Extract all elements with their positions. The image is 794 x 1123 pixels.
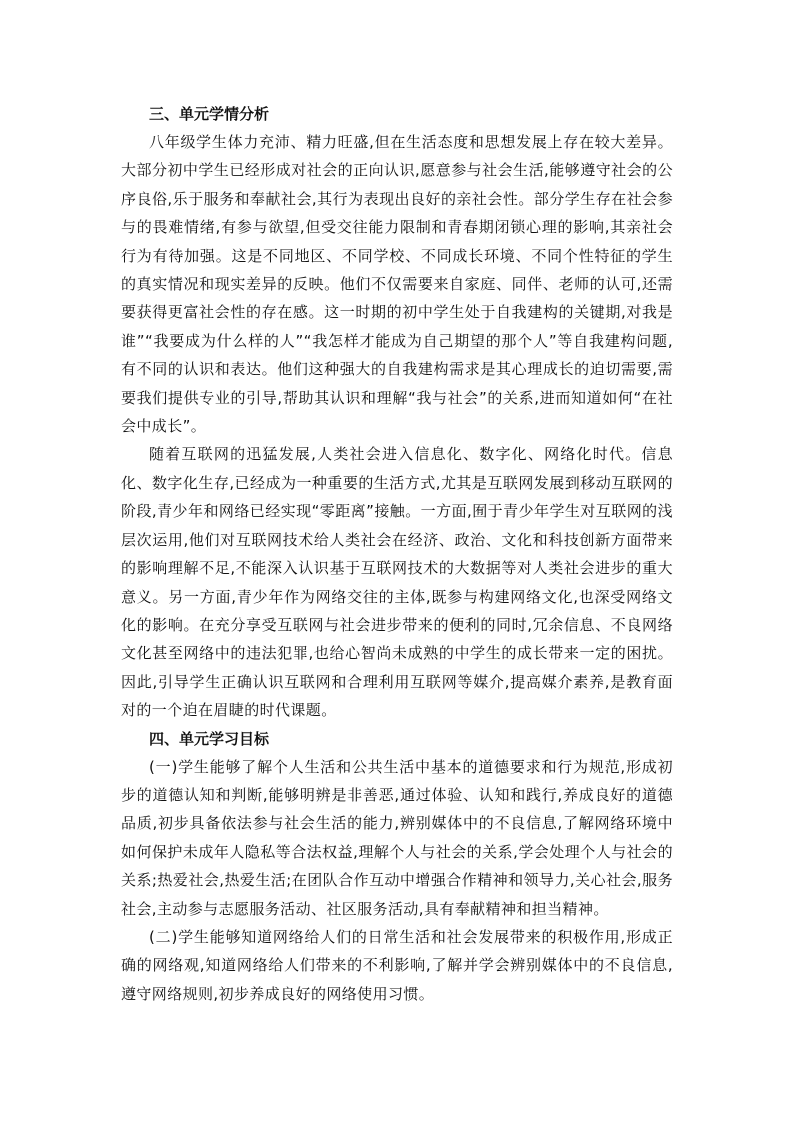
section-heading-learning-objectives: 四、单元学习目标: [149, 729, 270, 748]
paragraph-objective-2: (二)学生能够知道网络给人们的日常生活和社会发展带来的积极作用,形成正确的网络观,知道网络给人们带来的不利影响,了解并学会辨别媒体中的不良信息,遵守网络规则,初步养成良好的网络使用习惯。: [121, 927, 673, 1003]
paragraph-objective-1: (一)学生能够了解个人生活和公共生活中基本的道德要求和行为规范,形成初步的道德认知和判断,能够明辨是非善恶,通过体验、认知和践行,养成良好的道德品质,初步具备依法参与社会生活的能力,辨别媒体中的不良信息,了解网络环境中如何保护未成年人隐私等合法权益,理解个人与社会的关系,学会处理个人与社会的关系;热爱社会,热爱生活;在团队合作互动中增强合作精神和领导力,关心社会,服务社会,主动参与志愿服务活动、社区服务活动,具有奉献精神和担当精神。: [121, 757, 673, 918]
section-heading-learner-analysis: 三、单元学情分析: [149, 105, 270, 123]
document-body: [121, 100, 673, 1008]
paragraph-learner-analysis-2: 随着互联网的迅猛发展,人类社会进入信息化、数字化、网络化时代。信息化、数字化生存,已经成为一种重要的生活方式,尤其是互联网发展到移动互联网的阶段,青少年和网络已经实现“零距离”接触。一方面,囿于青少年学生对互联网的浅层次运用,他们对互联网技术给人类社会在经济、政治、文化和科技创新方面带来的影响理解不足,不能深入认识基于互联网技术的大数据等对人类社会进步的重大意义。另一方面,青少年作为网络交往的主体,既参与构建网络文化,也深受网络文化的影响。在充分享受互联网与社会进步带来的便利的同时,冗余信息、不良网络文化甚至网络中的违法犯罪,也给心智尚未成熟的中学生的成长带来一定的困扰。因此,引导学生正确认识互联网和合理利用互联网等媒介,提高媒介素养,是教育面对的一个迫在眉睫的时代课题。: [121, 445, 673, 720]
paragraph-learner-analysis-1: 八年级学生体力充沛、精力旺盛,但在生活态度和思想发展上存在较大差异。大部分初中学生已经形成对社会的正向认识,愿意参与社会生活,能够遵守社会的公序良俗,乐于服务和奉献社会,其行为表现出良好的亲社会性。部分学生存在社会参与的畏难情绪,有参与欲望,但受交往能力限制和青春期闭锁心理的影响,其亲社会行为有待加强。这是不同地区、不同学校、不同成长环境、不同个性特征的学生的真实情况和现实差异的反映。他们不仅需要来自家庭、同伴、老师的认可,还需要获得更富社会性的存在感。这一时期的初中学生处于自我建构的关键期,对我是谁”“我要成为什么样的人”“我怎样才能成为自己期望的那个人”等自我建构问题,有不同的认识和表达。他们这种强大的自我建构需求是其心理成长的迫切需要,需要我们提供专业的引导,帮助其认识和理解“我与社会”的关系,进而知道如何“在社会中成长”。: [121, 133, 673, 436]
